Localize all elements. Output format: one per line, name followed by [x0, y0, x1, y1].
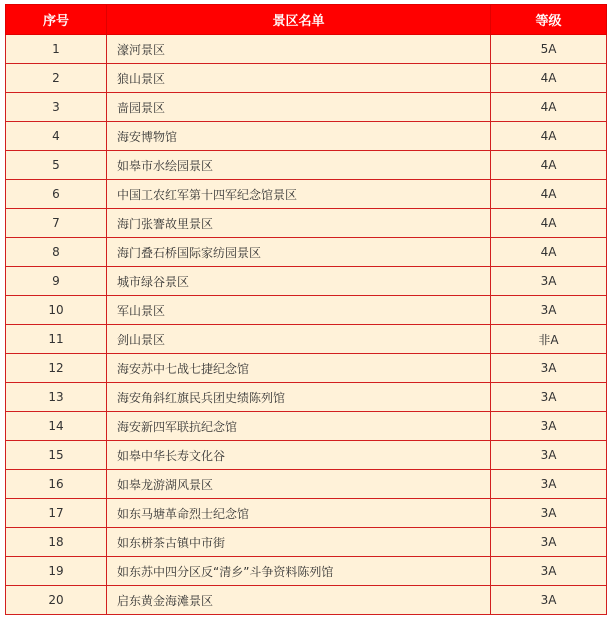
- table-row: [6, 180, 607, 209]
- row-grade-cell: 3A: [491, 557, 607, 586]
- table-row: [6, 383, 607, 412]
- table-row: [6, 267, 607, 296]
- table-row: [6, 325, 607, 354]
- row-index-cell: 7: [6, 209, 107, 238]
- row-index-cell: 19: [6, 557, 107, 586]
- header-name: 景区名单: [107, 5, 491, 35]
- table-row: [6, 64, 607, 93]
- table-row: [6, 35, 607, 64]
- row-grade-cell: 3A: [491, 267, 607, 296]
- row-name-cell: 濠河景区: [107, 35, 491, 64]
- table-row: [6, 296, 607, 325]
- row-name-cell: 如东苏中四分区反“清乡”斗争资料陈列馆: [107, 557, 491, 586]
- table-row: [6, 354, 607, 383]
- row-grade-cell: 3A: [491, 354, 607, 383]
- row-name-cell: 海安博物馆: [107, 122, 491, 151]
- table-header: [6, 5, 607, 35]
- row-grade-cell: 4A: [491, 238, 607, 267]
- row-name-cell: 海安苏中七战七捷纪念馆: [107, 354, 491, 383]
- row-index-cell: 4: [6, 122, 107, 151]
- row-name-cell: 如皋市水绘园景区: [107, 151, 491, 180]
- row-grade-cell: 非A: [491, 325, 607, 354]
- row-grade-cell: 3A: [491, 470, 607, 499]
- row-grade-cell: 4A: [491, 151, 607, 180]
- row-name-cell: 启东黄金海滩景区: [107, 586, 491, 615]
- table-row: [6, 412, 607, 441]
- row-grade-cell: 3A: [491, 586, 607, 615]
- row-index-cell: 11: [6, 325, 107, 354]
- table-row: [6, 528, 607, 557]
- row-grade-cell: 4A: [491, 93, 607, 122]
- row-grade-cell: 4A: [491, 180, 607, 209]
- row-index-cell: 5: [6, 151, 107, 180]
- row-grade-cell: 3A: [491, 383, 607, 412]
- row-index-cell: 17: [6, 499, 107, 528]
- table-row: [6, 470, 607, 499]
- row-name-cell: 啬园景区: [107, 93, 491, 122]
- row-name-cell: 海安新四军联抗纪念馆: [107, 412, 491, 441]
- row-grade-cell: 5A: [491, 35, 607, 64]
- row-index-cell: 18: [6, 528, 107, 557]
- row-name-cell: 海门叠石桥国际家纺园景区: [107, 238, 491, 267]
- header-index: 序号: [6, 5, 107, 35]
- row-index-cell: 10: [6, 296, 107, 325]
- table-row: [6, 151, 607, 180]
- row-name-cell: 海门张謇故里景区: [107, 209, 491, 238]
- row-index-cell: 16: [6, 470, 107, 499]
- row-grade-cell: 3A: [491, 412, 607, 441]
- row-index-cell: 13: [6, 383, 107, 412]
- row-index-cell: 14: [6, 412, 107, 441]
- row-name-cell: 如东栟茶古镇中市街: [107, 528, 491, 557]
- table-row: [6, 586, 607, 615]
- row-name-cell: 城市绿谷景区: [107, 267, 491, 296]
- row-name-cell: 如皋龙游湖风景区: [107, 470, 491, 499]
- row-grade-cell: 3A: [491, 499, 607, 528]
- row-name-cell: 军山景区: [107, 296, 491, 325]
- row-name-cell: 海安角斜红旗民兵团史绩陈列馆: [107, 383, 491, 412]
- row-grade-cell: 4A: [491, 209, 607, 238]
- row-grade-cell: 3A: [491, 441, 607, 470]
- row-index-cell: 20: [6, 586, 107, 615]
- row-index-cell: 1: [6, 35, 107, 64]
- row-grade-cell: 4A: [491, 122, 607, 151]
- header-grade: 等级: [491, 5, 607, 35]
- row-grade-cell: 3A: [491, 296, 607, 325]
- row-grade-cell: 3A: [491, 528, 607, 557]
- table-row: [6, 441, 607, 470]
- table-row: [6, 557, 607, 586]
- row-name-cell: 中国工农红军第十四军纪念馆景区: [107, 180, 491, 209]
- table-row: [6, 122, 607, 151]
- row-index-cell: 3: [6, 93, 107, 122]
- row-index-cell: 9: [6, 267, 107, 296]
- row-name-cell: 如东马塘革命烈士纪念馆: [107, 499, 491, 528]
- scenic-area-table: [5, 4, 607, 615]
- row-name-cell: 狼山景区: [107, 64, 491, 93]
- row-grade-cell: 4A: [491, 64, 607, 93]
- header-row: [6, 5, 607, 35]
- row-index-cell: 8: [6, 238, 107, 267]
- table-row: [6, 499, 607, 528]
- table-row: [6, 238, 607, 267]
- row-name-cell: 如皋中华长寿文化谷: [107, 441, 491, 470]
- row-index-cell: 2: [6, 64, 107, 93]
- row-index-cell: 15: [6, 441, 107, 470]
- table-body: [6, 35, 607, 615]
- row-index-cell: 12: [6, 354, 107, 383]
- row-index-cell: 6: [6, 180, 107, 209]
- table-row: [6, 93, 607, 122]
- row-name-cell: 剑山景区: [107, 325, 491, 354]
- table-row: [6, 209, 607, 238]
